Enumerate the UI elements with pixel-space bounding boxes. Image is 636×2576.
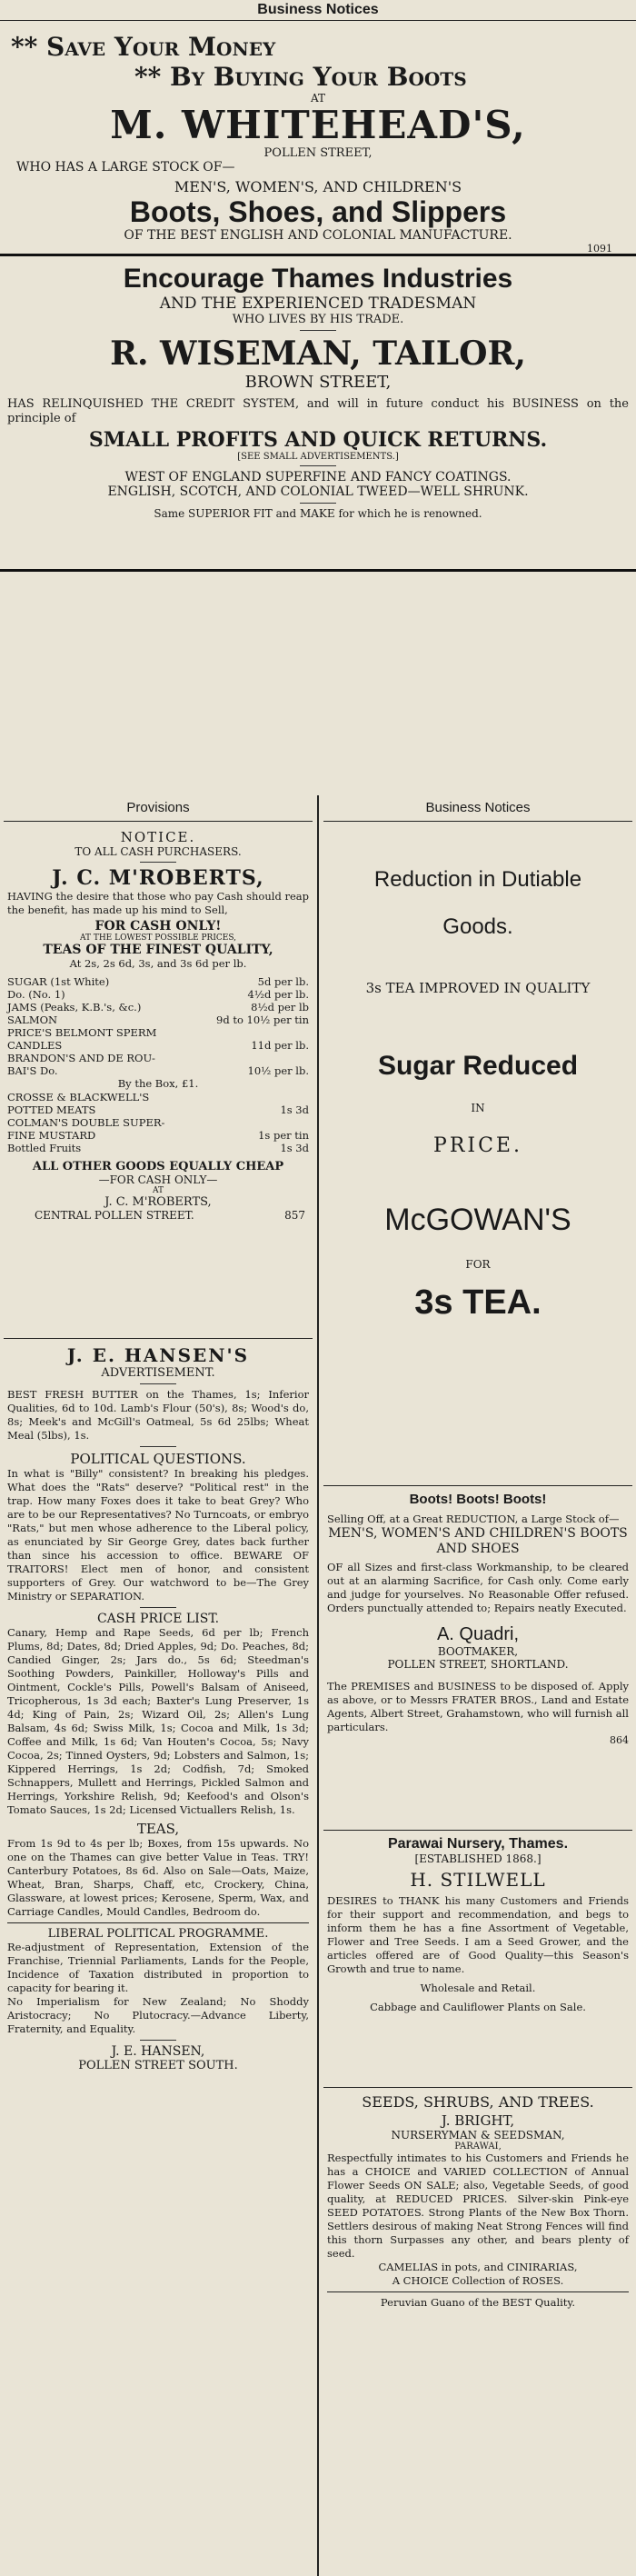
right-column [323,795,632,2310]
item-name: COLMAN'S DOUBLE SUPER- [7,1116,165,1129]
stilwell-name: H. STILWELL [410,1869,546,1891]
mcgowan-line-4: Sugar Reduced [377,1051,579,1081]
quality-line: OF THE BEST ENGLISH AND COLONIAL MANUFACTURE. [124,228,512,243]
stilwell-body: DESIRES to THANK his many Customers and Friends for their support and recommendation, and begs to inform them he has a fine Assortment of Vegetable, Flower and Tree Seeds. I am a Seed Grower, and the articles offered are of Good Quality—this Season's Growth and true to name. [327,1894,629,1975]
at-label: AT [152,1186,164,1195]
mcgowan-line-2: Goods. [442,914,513,939]
hansen-adv: ADVERTISEMENT. [101,1366,215,1380]
hansen-address: POLLEN STREET SOUTH. [78,2059,238,2072]
bright-trade: NURSERYMAN & SEEDSMAN, [391,2129,565,2142]
price-row [7,1142,309,1154]
item-name: BRANDON'S AND DE ROU- [7,1052,155,1064]
divider [140,1607,176,1608]
other-goods: ALL OTHER GOODS EQUALLY CHEAP [32,1160,284,1173]
bright-place: PARAWAI, [454,2142,502,2152]
wiseman-sub1: AND THE EXPERIENCED TRADESMAN [159,295,477,313]
stilwell-advertisement [323,1831,632,2087]
price-row [7,975,309,988]
hansen-butter: BEST FRESH BUTTER on the Thames, 1s; Inferior Qualities, 6d to 10d. Lamb's Flour (50's), 8s; Wood's do, 8s; Meek's and McGill's Oatmeal, 5s 6d 25lbs; Wheat Meal (5lbs), 1s. [7,1388,309,1442]
wiseman-sub2: WHO LIVES BY HIS TRADE. [232,313,404,326]
bright-advertisement [323,2088,632,2310]
section-header: Business Notices [257,2,379,17]
mcroberts-intro: HAVING the desire that those who pay Cash should reap the benefit, has made up his mind to Sell, [7,890,309,916]
mcgowan-line-9: 3s TEA. [414,1283,542,1322]
item-price: 1s 3d [280,1103,309,1116]
stock-line: MEN'S, WOMEN'S, AND CHILDREN'S [174,178,462,195]
price-row [7,1064,309,1077]
for-cash: —FOR CASH ONLY— [98,1173,218,1186]
who-has: WHO HAS A LARGE STOCK OF— [16,160,235,175]
nursery-title: Parawai Nursery, Thames. [387,1836,569,1852]
two-column-section [0,795,636,2576]
item-name: FINE MUSTARD [7,1129,96,1142]
wiseman-see: [SEE SMALL ADVERTISEMENTS.] [237,452,399,462]
divider [140,1446,176,1447]
divider [140,1383,176,1384]
price-row [7,1116,309,1129]
item-name: Bottled Fruits [7,1142,82,1154]
quadri-body-2: The PREMISES and BUSINESS to be disposed of. Apply as above, or to Messrs FRATER BROS., Land and Estate Agents, Albert Street, Grahamstown, who will furnish all particulars. [327,1680,629,1733]
ad-ref: 1091 [587,243,612,255]
pq-title: POLITICAL QUESTIONS. [70,1451,246,1467]
lpp-body: Re-adjustment of Representation, Extension of the Franchise, Triennial Parliaments, Lands for the People, Incidence of Taxation distributed in proportion to capacity for bearing it. [7,1941,309,1994]
left-column-header: Provisions [4,795,313,822]
mcroberts-address: CENTRAL POLLEN STREET. [35,1209,194,1222]
wiseman-advertisement [0,256,636,569]
hansen-advertisement [4,1339,313,2072]
item-name: CROSSE & BLACKWELL'S [7,1091,150,1103]
wiseman-headline: Encourage Thames Industries [123,264,513,294]
notice-heading: NOTICE. [120,829,196,845]
price-row [7,1129,309,1142]
item-name: PRICE'S BELMONT SPERM [7,1026,157,1039]
price-row [7,1001,309,1013]
camelias: CAMELIAS in pots, and CINIRARIAS, [378,2261,578,2273]
mcroberts-sig: J. C. M'ROBERTS, [104,1195,212,1209]
shop-name: M. WHITEHEAD'S, [110,103,526,147]
divider [327,2291,629,2292]
item-price: 11d per lb. [251,1039,309,1052]
price-row [7,1091,309,1103]
quadri-trade: BOOTMAKER, [437,1645,519,1658]
quadri-intro: Selling Off, at a Great REDUCTION, a Large Stock of— [327,1513,620,1525]
quadri-body: OF all Sizes and first-class Workmanship, to be cleared out at an alarming Sacrifice, for Cash only. Come early and judge for yourselves. No Reasonable Offer refused. Orders punctually attended to; Repairs neatly Executed. [327,1561,629,1614]
tea-prices: At 2s, 2s 6d, 3s, and 3s 6d per lb. [69,957,247,970]
item-name: SUGAR (1st White) [7,975,110,988]
quadri-name: A. Quadri, [436,1624,520,1644]
right-column-header: Business Notices [323,795,632,822]
lpp-body-2: No Imperialism for New Zealand; No Shoddy Aristocracy; No Plutocracy.—Advance Liberty, Fraternity, and Equality. [7,1995,309,2035]
mcgowan-line-3: 3s TEA IMPROVED IN QUALITY [365,980,591,996]
price-list [7,975,309,1077]
goods-line: Boots, Shoes, and Slippers [129,195,507,228]
wiseman-motto: SMALL PROFITS AND QUICK RETURNS. [88,428,548,452]
lowest-prices: AT THE LOWEST POSSIBLE PRICES, [79,934,237,943]
at-label: AT [310,92,325,105]
column-divider [317,795,319,2576]
divider [140,2040,176,2041]
to-all-line: TO ALL CASH PURCHASERS. [75,845,242,858]
bright-title: SEEDS, SHRUBS, AND TREES. [362,2093,594,2111]
item-price: 8½d per lb [251,1001,309,1013]
left-column [4,795,313,2072]
cash-only: FOR CASH ONLY! [94,919,222,934]
mcroberts-name: J. C. M'ROBERTS, [52,866,264,890]
teas-body: From 1s 9d to 4s per lb; Boxes, from 15s upwards. No one on the Thames can give better Value in Teas. TRY! Canterbury Potatoes, 8s 6d. Also on Sale—Oats, Maize, Wheat, Bran, Sharps, Chaff, etc, Crockery, China, Glassware, at lowest prices; Kerosene, Sperm, Wax, and Carriage Candles, Mould Candles, Bedroom do. [7,1837,309,1918]
mcgowan-line-6: PRICE. [433,1134,522,1157]
mcgowan-line-8: FOR [465,1258,491,1271]
wiseman-body: HAS RELINQUISHED THE CREDIT SYSTEM, and will in future conduct his BUSINESS on the principle of [7,397,629,425]
divider [0,569,636,572]
quadri-stock: MEN'S, WOMEN'S AND CHILDREN'S BOOTS AND SHOES [328,1526,628,1556]
teas-title: TEAS, [136,1821,180,1837]
divider [140,862,176,863]
item-price: 1s 3d [280,1142,309,1154]
wiseman-cloth2: ENGLISH, SCOTCH, AND COLONIAL TWEED—WELL SHRUNK. [107,484,529,499]
item-price: 9d to 10½ per tin [216,1013,309,1026]
mcroberts-address-row [7,1209,309,1222]
mcgowan-line-1: Reduction in Dutiable [373,867,582,892]
item-price: 10½ per lb. [247,1064,309,1077]
wholesale: Wholesale and Retail. [420,1982,536,1994]
lpp-title: LIBERAL POLITICAL PROGRAMME. [47,1927,269,1941]
item-name: JAMS (Peaks, K.B.'s, &c.) [7,1001,142,1013]
by-the-box: By the Box, £1. [117,1077,199,1090]
item-price: 5d per lb. [257,975,309,988]
item-name: POTTED MEATS [7,1103,96,1116]
bright-body: Respectfully intimates to his Customers and Friends he has a CHOICE and VARIED COLLECTION of Annual Flower Seeds ON SALE; also, Vegetable Seeds, of good quality, at REDUCED PRICES. Silver-skin Pink-eye SEED POTATOES. Strong Plants of the New Box Thorn. Settlers desirous of making Neat Strong Fences will find this thorn Surpasses any other, and bears plenty of seed. [327,2152,629,2260]
item-name: Do. (No. 1) [7,988,65,1001]
ad-ref: 857 [284,1209,305,1222]
quadri-address: POLLEN STREET, SHORTLAND. [387,1658,569,1671]
wiseman-street: BROWN STREET, [244,373,392,392]
mcroberts-advertisement [4,822,313,1338]
cpl-title: CASH PRICE LIST. [96,1612,220,1626]
divider [300,330,336,331]
boots-banner: Boots! Boots! Boots! [409,1492,547,1507]
mcgowan-line-7: McGOWAN'S [384,1203,571,1237]
guano: Peruvian Guano of the BEST Quality. [380,2296,576,2309]
cpl-body: Canary, Hemp and Rape Seeds, 6d per lb; French Plums, 8d; Dates, 8d; Dried Apples, 9d; Do. Peaches, 8d; Candied Ginger, 2s; Jars do., 5s 6d; Steedman's Soothing Powders, Painkiller, Holloway's Pills and Ointment, Cockle's Pills, Powell's Balsam of Aniseed, Tricopherous, 1s 3d each; Baxter's Lung Preserver, 1s 4d; King of Pain, 2s; Wizard Oil, 2s; Allen's Lung Balsam, 4s 6d; Swiss Milk, 1s; Cocoa and Milk, 1s 3d; Coffee and Milk, 1s 6d; Van Houten's Cocoa, 5s; Navy Cocoa, 2s; Tinned Oysters, 9d; Lobsters and Salmon, 1s; Kippered Herrings, 1s 2d; Codfish, 7d; Smoked Schnappers, Mullett and Herrings, Pickled Salmon and Herrings, Yorkshire Relish, 9d; Keefood's and Olson's Tomato Sauces, 1s 2d; Licensed Victuallers Relish, 1s. [7,1626,309,1816]
quadri-advertisement [323,1486,632,1830]
price-row [7,1026,309,1039]
divider [300,503,336,504]
price-row [7,1103,309,1116]
item-price: 1s per tin [258,1129,309,1142]
divider [7,1922,309,1923]
established: [ESTABLISHED 1868.] [414,1852,542,1865]
item-name: BAI'S Do. [7,1064,58,1077]
price-row [7,1052,309,1064]
slogan-line-2: ** By Buying Your Boots [134,62,467,92]
wiseman-fit: Same SUPERIOR FIT and MAKE for which he is renowned. [154,507,482,520]
cabbage: Cabbage and Cauliflower Plants on Sale. [370,2001,586,2013]
price-row [7,988,309,1001]
teas-heading: TEAS OF THE FINEST QUALITY, [43,943,273,957]
bright-name: J. BRIGHT, [441,2112,515,2129]
price-list-2 [7,1091,309,1154]
price-row [7,1013,309,1026]
item-name: SALMON [7,1013,58,1026]
shop-street: POLLEN STREET, [263,146,373,160]
item-name: CANDLES [7,1039,63,1052]
mcgowan-advertisement [323,867,632,1485]
hansen-sig: J. E. HANSEN, [111,2044,205,2059]
ad-ref: 864 [610,1734,629,1746]
whitehead-advertisement [0,21,636,254]
hansen-name: J. E. HANSEN'S [66,1344,250,1366]
divider [300,465,336,466]
price-row [7,1039,309,1052]
mcgowan-line-5: IN [471,1102,485,1114]
pq-body: In what is "Billy" consistent? In breaking his pledges. What does the "Rats" deserve? "Political rest" in the trap. How many Foxes does it take to beat Grey? Who are to be our Representatives? No Turncoats, or embryo "Rats," but men whose adherence to the Liberal policy, as enunciated by Sir George Grey, dates back further than since his accession to office. BEWARE OF TRAITORS! Elect men of honor, and consistent supporters of Grey. Our watchword to be—The Grey Ministry or SEPARATION. [7,1467,309,1603]
wiseman-cloth1: WEST OF ENGLAND SUPERFINE AND FANCY COATINGS. [124,470,512,484]
item-price: 4½d per lb. [247,988,309,1001]
wiseman-name: R. WISEMAN, TAILOR, [110,334,526,373]
roses: A CHOICE Collection of ROSES. [392,2274,564,2287]
slogan-line-1: ** Save Your Money [11,32,276,62]
